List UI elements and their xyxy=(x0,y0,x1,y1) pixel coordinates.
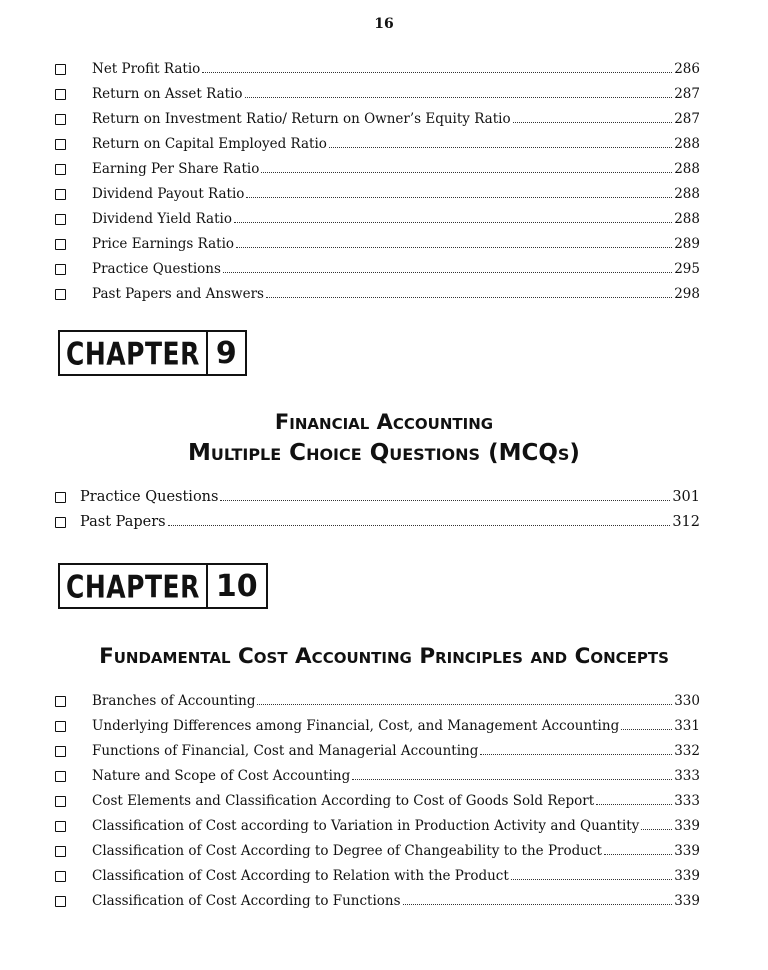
dot-leader xyxy=(261,172,672,173)
toc-list-chapter-8 xyxy=(55,52,700,302)
toc-item-page: 339 xyxy=(674,843,700,859)
toc-item-title: Classification of Cost According to Relation with the Product xyxy=(92,868,509,884)
toc-item[interactable] xyxy=(55,859,700,884)
toc-list-chapter-10 xyxy=(55,684,700,909)
dot-leader xyxy=(511,879,672,880)
toc-item[interactable] xyxy=(55,152,700,177)
checkbox-icon xyxy=(55,821,66,832)
checkbox-icon xyxy=(55,114,66,125)
toc-list-chapter-9 xyxy=(55,480,700,530)
dot-leader xyxy=(596,804,672,805)
toc-item-title: Past Papers xyxy=(80,514,166,530)
toc-item-page: 333 xyxy=(674,793,700,809)
toc-item-page: 333 xyxy=(674,768,700,784)
dot-leader xyxy=(480,754,672,755)
checkbox-icon xyxy=(55,189,66,200)
checkbox-icon xyxy=(55,164,66,175)
chapter-10-banner xyxy=(58,563,268,609)
toc-item-page: 289 xyxy=(674,236,700,252)
checkbox-icon xyxy=(55,89,66,100)
toc-item-title: Nature and Scope of Cost Accounting xyxy=(92,768,351,784)
dot-leader xyxy=(621,729,672,730)
chapter-number: 10 xyxy=(206,565,266,607)
dot-leader xyxy=(236,247,672,248)
dot-leader xyxy=(641,829,672,830)
toc-item-title: Earning Per Share Ratio xyxy=(92,161,260,177)
toc-item-title: Practice Questions xyxy=(80,489,219,505)
checkbox-icon xyxy=(55,139,66,150)
toc-item[interactable] xyxy=(55,177,700,202)
toc-item[interactable] xyxy=(55,127,700,152)
toc-item-title: Return on Asset Ratio xyxy=(92,86,243,102)
toc-item-page: 331 xyxy=(674,718,700,734)
checkbox-icon xyxy=(55,846,66,857)
page-number: 16 xyxy=(374,16,394,32)
toc-item[interactable] xyxy=(55,505,700,530)
toc-item-page: 288 xyxy=(674,211,700,227)
chapter-9-title-line-1: Financial Accounting xyxy=(274,410,494,434)
dot-leader xyxy=(245,97,673,98)
toc-item-title: Classification of Cost According to Functions xyxy=(92,893,401,909)
dot-leader xyxy=(352,779,672,780)
toc-item-page: 288 xyxy=(674,186,700,202)
toc-item-page: 286 xyxy=(674,61,700,77)
checkbox-icon xyxy=(55,696,66,707)
checkbox-icon xyxy=(55,492,66,503)
toc-item-title: Classification of Cost According to Degree of Changeability to the Product xyxy=(92,843,602,859)
chapter-number: 9 xyxy=(206,332,245,374)
toc-item[interactable] xyxy=(55,684,700,709)
toc-item-page: 339 xyxy=(674,893,700,909)
dot-leader xyxy=(604,854,672,855)
dot-leader xyxy=(329,147,672,148)
toc-item-page: 312 xyxy=(672,514,700,530)
toc-item-page: 298 xyxy=(674,286,700,302)
dot-leader xyxy=(168,525,671,526)
toc-item[interactable] xyxy=(55,884,700,909)
toc-item-title: Price Earnings Ratio xyxy=(92,236,235,252)
toc-item-title: Past Papers and Answers xyxy=(92,286,264,302)
checkbox-icon xyxy=(55,289,66,300)
toc-item-page: 287 xyxy=(674,111,700,127)
dot-leader xyxy=(202,72,672,73)
dot-leader xyxy=(246,197,672,198)
toc-item-title: Cost Elements and Classification According to Cost of Goods Sold Report xyxy=(92,793,595,809)
checkbox-icon xyxy=(55,896,66,907)
checkbox-icon xyxy=(55,746,66,757)
toc-item-title: Practice Questions xyxy=(92,261,221,277)
checkbox-icon xyxy=(55,517,66,528)
toc-item[interactable] xyxy=(55,102,700,127)
toc-item-page: 288 xyxy=(674,136,700,152)
checkbox-icon xyxy=(55,264,66,275)
toc-item-title: Branches of Accounting xyxy=(92,693,256,709)
toc-item[interactable] xyxy=(55,252,700,277)
toc-item-title: Underlying Differences among Financial, Cost, and Management Accounting xyxy=(92,718,620,734)
toc-item-page: 332 xyxy=(674,743,700,759)
toc-item-page: 287 xyxy=(674,86,700,102)
toc-item[interactable] xyxy=(55,227,700,252)
toc-item-page: 339 xyxy=(674,868,700,884)
checkbox-icon xyxy=(55,64,66,75)
chapter-10-title: Fundamental Cost Accounting Principles and Concepts xyxy=(99,644,669,669)
toc-item[interactable] xyxy=(55,759,700,784)
toc-item-page: 339 xyxy=(674,818,700,834)
toc-item-page: 288 xyxy=(674,161,700,177)
chapter-label: CHAPTER xyxy=(66,567,200,605)
dot-leader xyxy=(266,297,672,298)
dot-leader xyxy=(234,222,672,223)
dot-leader xyxy=(513,122,673,123)
chapter-9-title-line-2: Multiple Choice Questions (MCQs) xyxy=(188,440,580,466)
toc-item-page: 295 xyxy=(674,261,700,277)
toc-item[interactable] xyxy=(55,277,700,302)
toc-item-title: Dividend Payout Ratio xyxy=(92,186,245,202)
toc-item-page: 330 xyxy=(674,693,700,709)
toc-item-title: Functions of Financial, Cost and Managerial Accounting xyxy=(92,743,479,759)
dot-leader xyxy=(403,904,673,905)
toc-item-title: Return on Investment Ratio/ Return on Owner’s Equity Ratio xyxy=(92,111,511,127)
checkbox-icon xyxy=(55,796,66,807)
dot-leader xyxy=(223,272,672,273)
toc-item-title: Return on Capital Employed Ratio xyxy=(92,136,327,152)
dot-leader xyxy=(220,500,670,501)
checkbox-icon xyxy=(55,214,66,225)
toc-item[interactable] xyxy=(55,834,700,859)
dot-leader xyxy=(257,704,672,705)
chapter-9-banner xyxy=(58,330,247,376)
checkbox-icon xyxy=(55,721,66,732)
toc-item[interactable] xyxy=(55,77,700,102)
toc-item[interactable] xyxy=(55,734,700,759)
toc-item[interactable] xyxy=(55,52,700,77)
checkbox-icon xyxy=(55,871,66,882)
toc-item[interactable] xyxy=(55,709,700,734)
toc-item[interactable] xyxy=(55,202,700,227)
checkbox-icon xyxy=(55,771,66,782)
checkbox-icon xyxy=(55,239,66,250)
toc-item-page: 301 xyxy=(672,489,700,505)
toc-item[interactable] xyxy=(55,784,700,809)
toc-item-title: Dividend Yield Ratio xyxy=(92,211,232,227)
toc-item[interactable] xyxy=(55,480,700,505)
toc-item[interactable] xyxy=(55,809,700,834)
toc-item-title: Net Profit Ratio xyxy=(92,61,201,77)
chapter-label: CHAPTER xyxy=(66,334,200,372)
toc-item-title: Classification of Cost according to Variation in Production Activity and Quantity xyxy=(92,818,640,834)
